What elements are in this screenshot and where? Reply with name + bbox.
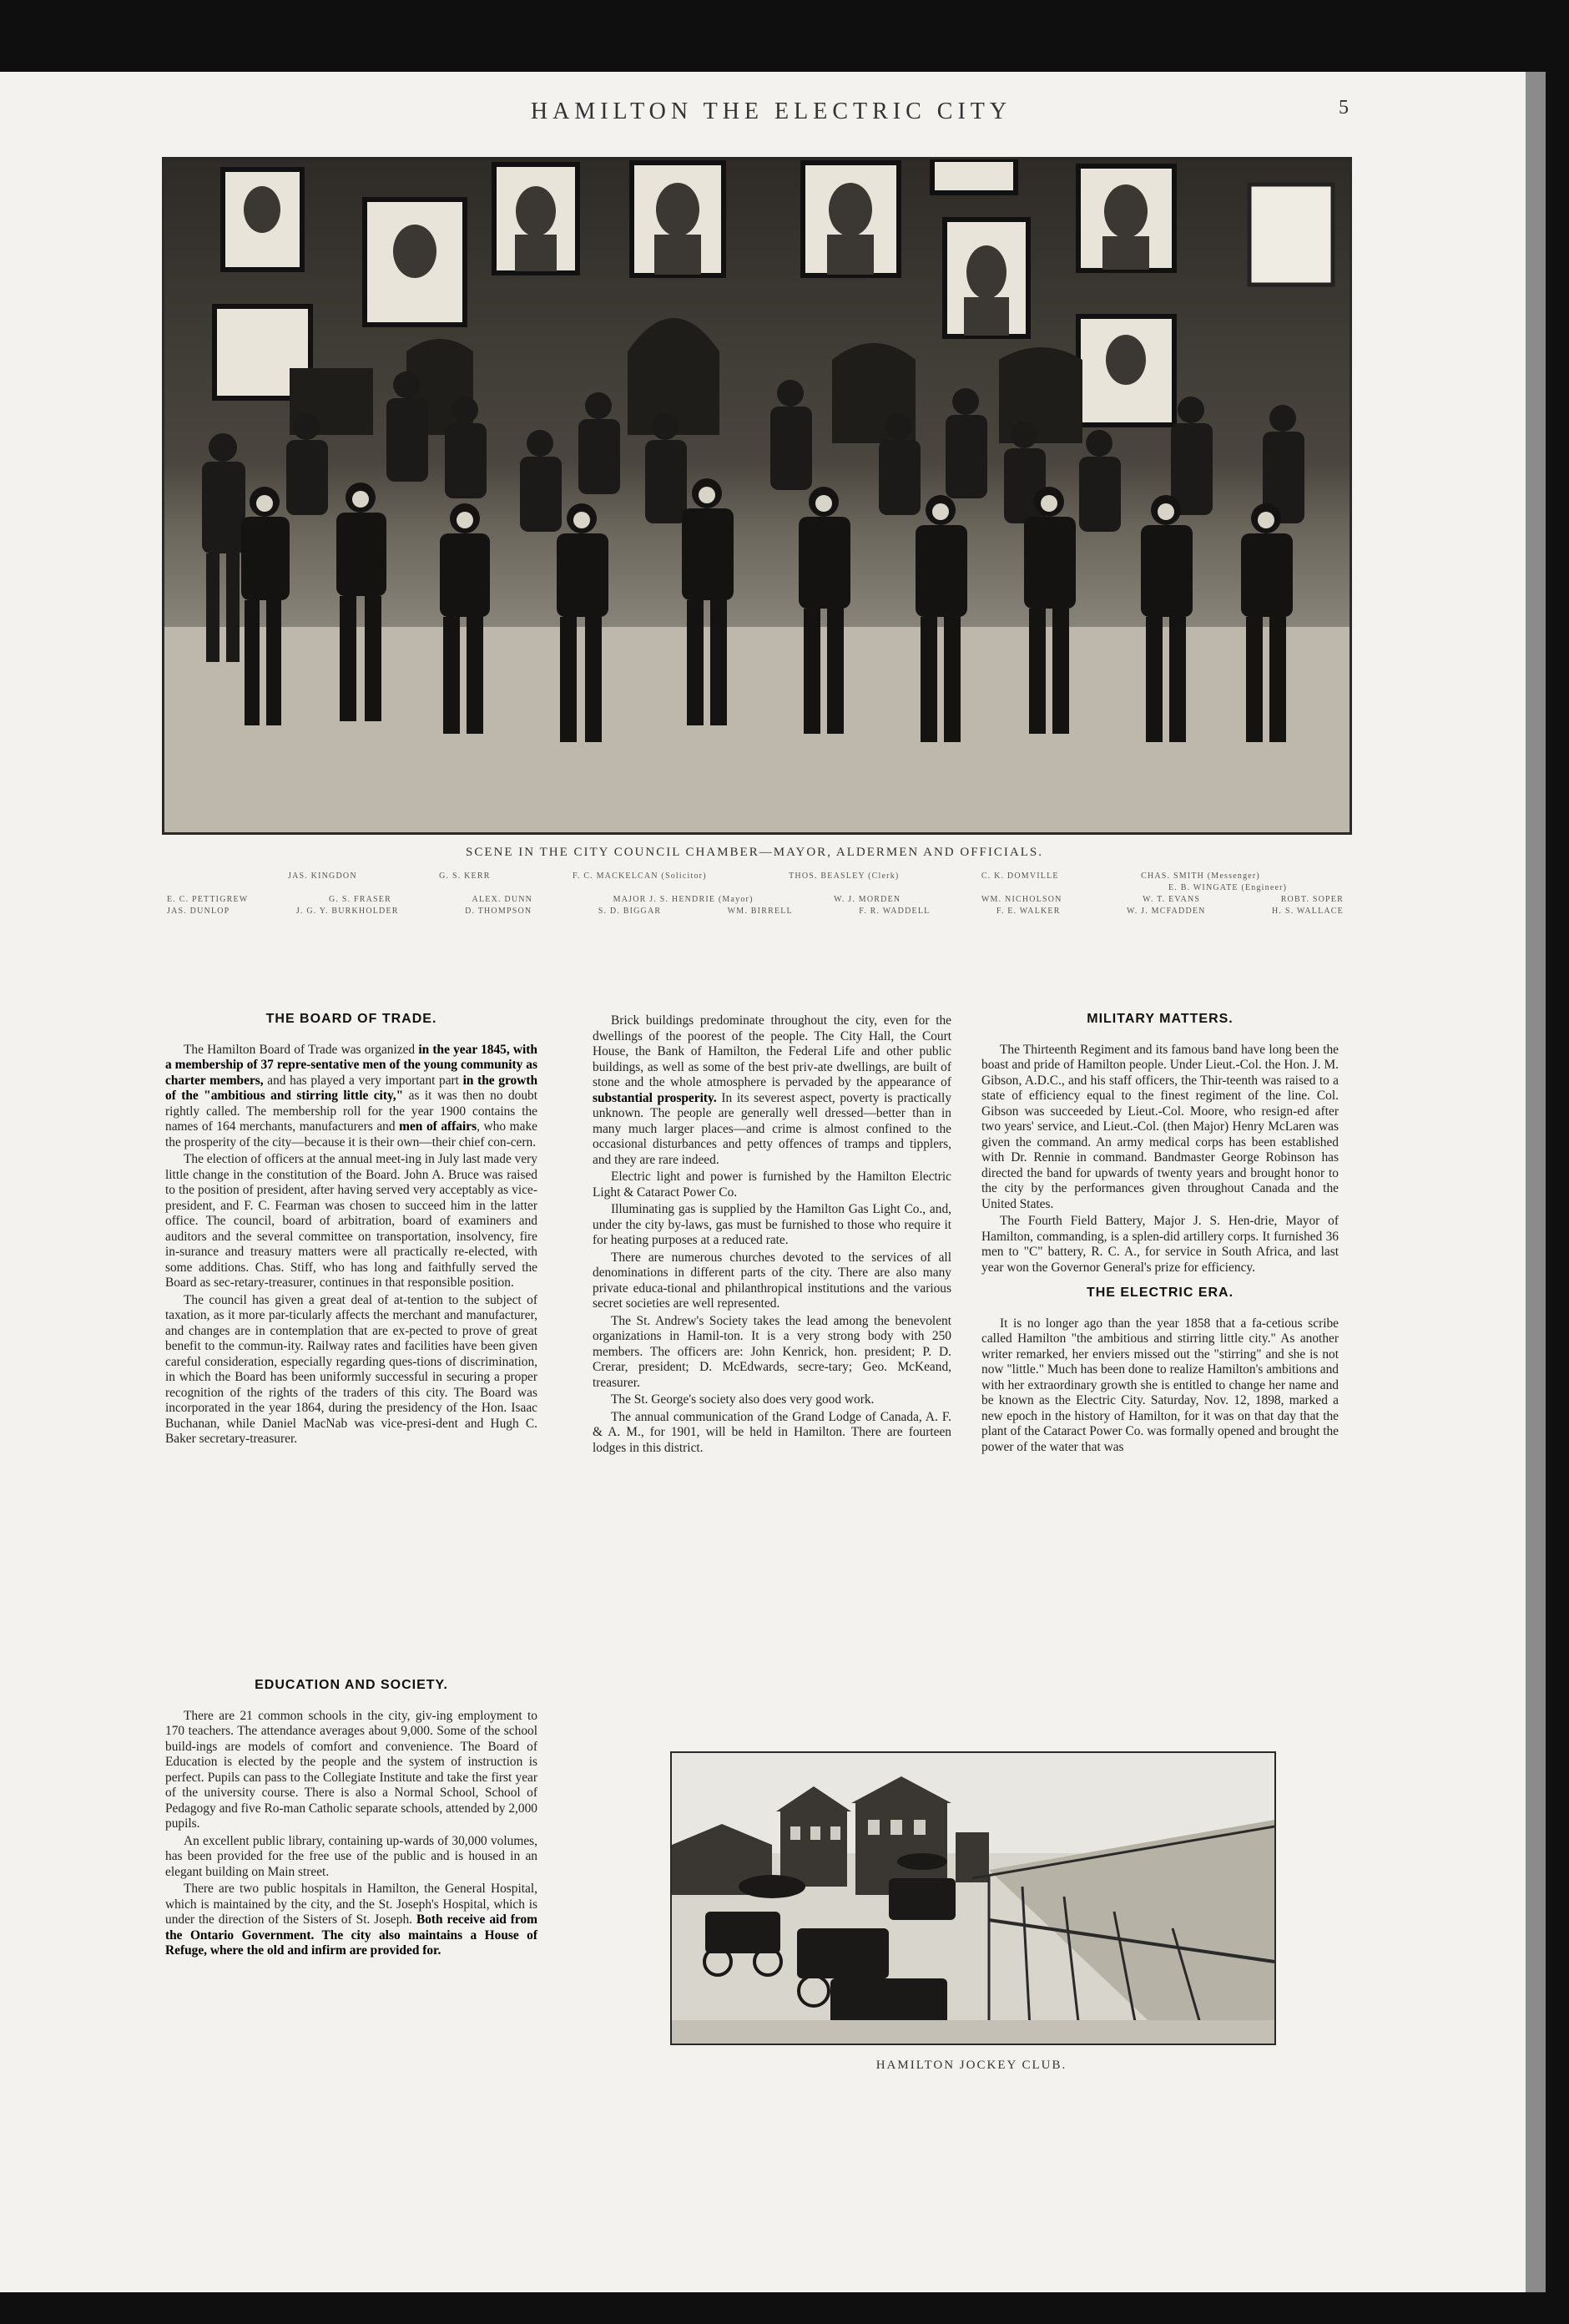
bold-text-run: in the growth of the "ambitious and stirring little city,"	[165, 1073, 537, 1103]
council-photo-caption: SCENE IN THE CITY COUNCIL CHAMBER—MAYOR, ALDERMEN AND OFFICIALS.	[466, 846, 1043, 859]
council-chamber-photo	[162, 157, 1352, 835]
paragraph: The St. George's society also does very good work.	[611, 1392, 875, 1407]
name-label: H. S. WALLACE	[1272, 907, 1344, 916]
paragraph: The St. Andrew's Society takes the lead among the benevolent organizations in Hamil-ton. It is a very strong body with 250 members. The officers are: John Kenrick, hon. president; P. D. Crerar, president; D. McEdwards, secre-tary; Geo. McKeand, treasurer.	[593, 1313, 951, 1390]
paragraph: Electric light and power is furnished by the Hamilton Electric Light & Cataract Power Co.	[593, 1170, 951, 1200]
text-run: In its severest aspect, poverty is practically unknown. The people are generally well dressed—better than in many much larger places—and crime is almost confined to the occasional disturbances and petty offences of tramps and tipplers, and they are rare indeed.	[593, 1090, 952, 1167]
names-row-4	[167, 906, 1344, 917]
text-run: and has played a very important part	[263, 1073, 463, 1088]
column-city-description	[593, 1013, 951, 1458]
text-run: There are two public hospitals in Hamilton, the General Hospital, which is maintained by the city, and the St. Joseph's Hospital, which is under the direction of the Sisters of St. Joseph.	[165, 1882, 537, 1927]
text-run: , who make the prosperity of the city—because it is their own—their chief con-cern.	[165, 1119, 537, 1149]
text-run: The Hamilton Board of Trade was organized	[184, 1042, 419, 1057]
name-label: CHAS. SMITH (Messenger)	[1141, 872, 1260, 881]
name-label: W. J. MCFADDEN	[1127, 907, 1206, 916]
bold-text-run: substantial prosperity.	[593, 1090, 717, 1105]
name-label: THOS. BEASLEY (Clerk)	[789, 872, 900, 881]
name-label: ALEX. DUNN	[472, 895, 533, 904]
paragraph	[165, 1043, 537, 1151]
text-run: as it was then no doubt rightly called. The membership roll for the year 1900 contains the names of 164 merchants, manufacturers and	[165, 1089, 537, 1134]
name-label: S. D. BIGGAR	[598, 907, 662, 916]
name-label: D. THOMPSON	[465, 907, 532, 916]
page-number: 5	[1339, 97, 1349, 119]
council-names-key	[167, 871, 1344, 917]
paragraph: The council has given a great deal of at-tention to the subject of taxation, as it more par-ticularly affects the merchant and manufacturer, and changes are in contemplation that are ex-pected to prove of great benefit to the commun-ity. Railway rates and facilities have been given careful consideration, especially regarding ques-tions of discrimination, in which the Board has been uniformly successful in securing a proper recognition of the rights of the traders of this city. The Board was incorporated in the year 1864, during the presidency of the Hon. Isaac Buchanan, while Daniel MacNab was vice-presi-dent and Hugh C. Baker secretary-treasurer.	[165, 1292, 537, 1446]
paragraph: An excellent public library, containing up-wards of 30,000 volumes, has been provided for the free use of the public and is housed in an elegant building on Main street.	[165, 1833, 537, 1879]
section-heading: MILITARY MATTERS.	[1087, 1012, 1234, 1026]
name-label: MAJOR J. S. HENDRIE (Mayor)	[613, 895, 754, 904]
name-label: WM. BIRRELL	[727, 907, 793, 916]
column-military-electric	[981, 1012, 1339, 1457]
column-board-of-trade	[165, 1012, 537, 1449]
names-row-2	[167, 882, 1344, 894]
name-label: E. C. PETTIGREW	[167, 895, 249, 904]
paragraph: The election of officers at the annual meet-ing in July last made very little change in the constitution of the Board. John A. Bruce was raised to the position of president, after having served very acceptably as vice-president, and F. C. Fearman was chosen to succeed him in the latter office. The council, board of arbitration, board of examiners and auditors and the several committee on transportation, insolvency, fire in-surance and treasury matters were all practically re-elected, with some additions. Chas. Stiff, who has long and faithfully served the Board as sec-retary-treasurer, continues in that responsible position.	[165, 1152, 537, 1290]
name-label: G. S. KERR	[439, 872, 491, 881]
name-label: J. G. Y. BURKHOLDER	[295, 907, 399, 916]
name-label: C. K. DOMVILLE	[981, 872, 1059, 881]
name-label: G. S. FRASER	[329, 895, 391, 904]
text-run: Brick buildings predominate throughout the city, even for the dwellings of the poorest of the people. The City Hall, the Court House, the Bank of Hamilton, the Federal Life and other public buildings, as well as some of the best priv-ate dwellings, are built of stone and the whole atmosphere is pervaded by the appearance of	[593, 1013, 951, 1089]
paragraph	[593, 1013, 951, 1168]
name-label: W. J. MORDEN	[834, 895, 901, 904]
running-head: HAMILTON THE ELECTRIC CITY	[530, 99, 1012, 124]
paragraph: The Thirteenth Regiment and its famous band have long been the boast and pride of Hamilton people. Under Lieut.-Col. the Hon. J. M. Gibson, A.D.C., and his staff officers, the Thir-teenth was raised to a state of efficiency equal to the finest regiment of the line. Col. Gibson was succeeded by Lieut.-Col. Moore, who resign-ed after two years' service, and Lieut.-Col. (then Major) Henry McLaren was given the command. An army medical corps has been established with Dr. Rennie in command. Bandmaster George Robinson has directed the band for upwards of twenty years and brought honor to the city by the performances given throughout Canada and the United States.	[981, 1042, 1339, 1211]
name-label: JAS. DUNLOP	[167, 907, 230, 916]
name-label: JAS. KINGDON	[288, 872, 357, 881]
name-label: E. B. WINGATE (Engineer)	[1168, 883, 1288, 892]
section-heading: EDUCATION AND SOCIETY.	[255, 1678, 448, 1692]
name-label: W. T. EVANS	[1143, 895, 1201, 904]
jockey-club-caption: HAMILTON JOCKEY CLUB.	[875, 2059, 1067, 2072]
name-label: ROBT. SOPER	[1280, 895, 1344, 904]
paragraph	[165, 1882, 537, 1959]
jockey-club-photo	[670, 1751, 1276, 2045]
name-label: F. E. WALKER	[996, 907, 1061, 916]
paragraph: The Fourth Field Battery, Major J. S. Hen-drie, Mayor of Hamilton, commanding, is a splen-did artillery corps. It furnished 36 men to "C" battery, R. C. A., for service in South Africa, and last year won the Governor General's prize for efficiency.	[981, 1214, 1339, 1275]
paragraph: The annual communication of the Grand Lodge of Canada, A. F. & A. M., for 1901, will be held in Hamilton. There are fourteen lodges in this district.	[593, 1409, 951, 1455]
names-row-3	[167, 894, 1344, 906]
names-row-1	[167, 871, 1344, 882]
name-label: WM. NICHOLSON	[981, 895, 1062, 904]
section-heading: THE BOARD OF TRADE.	[265, 1012, 437, 1026]
bold-text-run: Both receive aid from the Ontario Government. The city also maintains a House of Refuge, where the old and infirm are provided for.	[165, 1912, 538, 1958]
name-label: F. R. WADDELL	[859, 907, 931, 916]
name-label: F. C. MACKELCAN (Solicitor)	[572, 872, 707, 881]
section-heading: THE ELECTRIC ERA.	[1086, 1286, 1234, 1300]
paragraph: It is no longer ago than the year 1858 that a fa-cetious scribe called Hamilton "the ambitious and stirring little city." As another writer remarked, her enviers missed out the "stirring" and she is not now "little." Much has been done to realize Hamilton's ambitions and with her extraordinary growth she is entitled to change her name and be known as the Electric City. Saturday, Nov. 12, 1898, marked a new epoch in the history of Hamilton, for it was on that day that the plant of the Cataract Power Co. was formally opened and brought the power of the water that was	[981, 1316, 1339, 1454]
bold-text-run: in the year 1845, with a membership of 37 repre-sentative men of the young community as charter members,	[165, 1042, 537, 1088]
paragraph: Illuminating gas is supplied by the Hamilton Gas Light Co., and, under the city by-laws, gas must be furnished to those who require it for heating purposes at a reduced rate.	[593, 1202, 951, 1247]
paragraph: There are 21 common schools in the city, giv-ing employment to 170 teachers. The attendance averages about 9,000. Some of the school build-ings are models of comfort and convenience. The Board of Education is elected by the people and the system of instruction is perfect. Pupils can pass to the Collegiate Institute and take the first year of the university course. There is also a Normal School, School of Pedagogy and five Ro-man Catholic separate schools, attended by 2,000 pupils.	[165, 1708, 537, 1831]
column-education-society	[165, 1678, 537, 1961]
paragraph: There are numerous churches devoted to the services of all denominations in different parts of the city. There are also many private educa-tional and philanthropical institutions and the various secret societies are well represented.	[593, 1250, 951, 1311]
bold-text-run: men of affairs	[399, 1119, 477, 1134]
page-edge-shadow	[1526, 72, 1546, 2292]
